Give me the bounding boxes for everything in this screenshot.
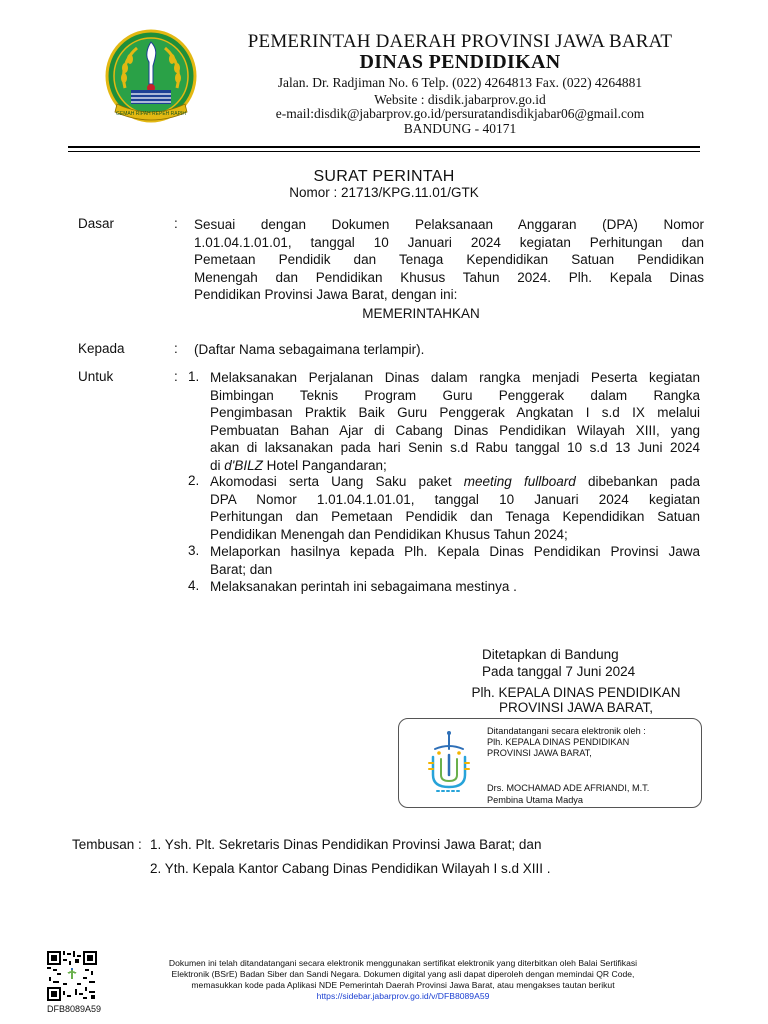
- letterhead-government: PEMERINTAH DAERAH PROVINSI JAWA BARAT: [247, 31, 673, 52]
- signature-box-title-2: PROVINSI JAWA BARAT,: [487, 748, 592, 758]
- footer-verification-link[interactable]: https://sidebar.jabarprov.go.id/v/DFB8089A59: [316, 991, 490, 1001]
- dasar-colon: :: [174, 216, 178, 231]
- tembusan-item-2: 2. Yth. Kepala Kantor Cabang Dinas Pendidikan Wilayah I s.d XIII .: [150, 861, 551, 876]
- tembusan-item-1: 1. Ysh. Plt. Sekretaris Dinas Pendidikan Provinsi Jawa Barat; dan: [150, 837, 542, 852]
- tembusan-label: Tembusan :: [72, 837, 142, 852]
- letterhead-thick-rule: [68, 146, 700, 148]
- untuk-label: Untuk: [78, 369, 114, 384]
- qr-code-icon: [47, 951, 97, 1001]
- signature-place: Ditetapkan di Bandung: [482, 647, 619, 662]
- kepada-text: (Daftar Nama sebagaimana terlampir).: [194, 342, 425, 357]
- dasar-label: Dasar: [78, 216, 115, 231]
- signature-box-signed-by: Ditandatangani secara elektronik oleh :: [487, 726, 646, 736]
- document-title: SURAT PERINTAH: [313, 168, 455, 185]
- letterhead-address: Jalan. Dr. Radjiman No. 6 Telp. (022) 4264813 Fax. (022) 4264881: [277, 75, 643, 90]
- jawa-barat-logo: [103, 28, 199, 124]
- signature-box-rank: Pembina Utama Madya: [487, 795, 584, 805]
- signature-date: Pada tanggal 7 Juni 2024: [482, 664, 636, 679]
- untuk-item-3-number: 3.: [188, 543, 200, 558]
- letterhead-website: Website : disdik.jabarprov.go.id: [374, 92, 546, 107]
- letterhead-agency: DINAS PENDIDIKAN: [359, 51, 561, 73]
- svg-text:GEMAH RIPAH REPEH RAPIH: GEMAH RIPAH REPEH RAPIH: [116, 111, 186, 117]
- qr-code-label: DFB8089A59: [47, 1004, 102, 1014]
- signature-position-1: Plh. KEPALA DINAS PENDIDIKAN: [471, 685, 681, 700]
- untuk-item-4-text: Melaksanakan perintah ini sebagaimana mestinya .: [210, 579, 517, 594]
- signature-position-2: PROVINSI JAWA BARAT,: [498, 700, 654, 715]
- kepada-label: Kepada: [78, 341, 125, 356]
- letterhead-email: e-mail:disdik@jabarprov.go.id/persuratandisdikjabar06@gmail.com: [275, 106, 645, 121]
- document-number: Nomor : 21713/KPG.11.01/GTK: [289, 185, 479, 200]
- untuk-item-4-number: 4.: [188, 578, 200, 593]
- untuk-item-1-number: 1.: [188, 369, 200, 384]
- footer-line-1: Dokumen ini telah ditandatangani secara elektronik menggunakan sertifikat elektronik yang diterbitkan oleh Balai Sertifikasi: [168, 958, 638, 968]
- bsre-seal-icon: [423, 729, 475, 797]
- signature-box-name: Drs. MOCHAMAD ADE AFRIANDI, M.T.: [487, 783, 650, 793]
- footer-line-3: memasukkan kode pada Aplikasi NDE Pemerintah Daerah Provinsi Jawa Barat, atau mengakses tautan berikut: [191, 980, 615, 990]
- untuk-colon: :: [174, 369, 178, 384]
- signature-box-title-1: Plh. KEPALA DINAS PENDIDIKAN: [487, 737, 630, 747]
- untuk-item-1-text: Melaksanakan Perjalanan Dinas dalam rangka menjadi Peserta kegiatan Bimbingan Teknis Program Guru Penggerak dalam Rangka Pengimbasan Praktik Baik Guru Penggerak Angkatan I s.d IX melalui Pembuatan Bahan Ajar di Cabang Dinas Pendidikan Wilayah XIII, yang akan di laksanakan pada hari Senin s.d Rabu tanggal 10 s.d 13 Juni 2024 di d'BILZ Hotel Pangandaran;: [210, 370, 700, 473]
- memerintahkan-heading: MEMERINTAHKAN: [362, 306, 480, 321]
- untuk-item-2-number: 2.: [188, 473, 200, 488]
- electronic-signature-box: [398, 718, 702, 808]
- kepada-colon: :: [174, 341, 178, 356]
- dasar-text: Sesuai dengan Dokumen Pelaksanaan Anggaran (DPA) Nomor 1.01.04.1.01.01, tanggal 10 Januari 2024 kegiatan Perhitungan dan Pemetaan Pendidik dan Tenaga Kependidikan Satuan Pendidikan Menengah dan Pendidikan Khusus Tahun 2024. Plh. Kepala Dinas Pendidikan Provinsi Jawa Barat, dengan ini:: [194, 217, 704, 302]
- letterhead-city: BANDUNG - 40171: [403, 121, 517, 136]
- untuk-item-2-text: Akomodasi serta Uang Saku paket meeting fullboard dibebankan pada DPA Nomor 1.01.04.1.01.01, tanggal 10 Januari 2024 kegiatan Perhitungan dan Pemetaan Pendidik dan Tenaga Kependidikan Satuan Pendidikan Menengah dan Pendidikan Khusus Tahun 2024;: [210, 474, 700, 542]
- untuk-item-3-text: Melaporkan hasilnya kepada Plh. Kepala Dinas Pendidikan Provinsi Jawa Barat; dan: [210, 544, 700, 577]
- letterhead-thin-rule: [68, 151, 700, 152]
- footer-line-2: Elektronik (BSrE) Badan Siber dan Sandi Negara. Dokumen digital yang asli dapat diperoleh dengan memindai QR Code,: [171, 969, 635, 979]
